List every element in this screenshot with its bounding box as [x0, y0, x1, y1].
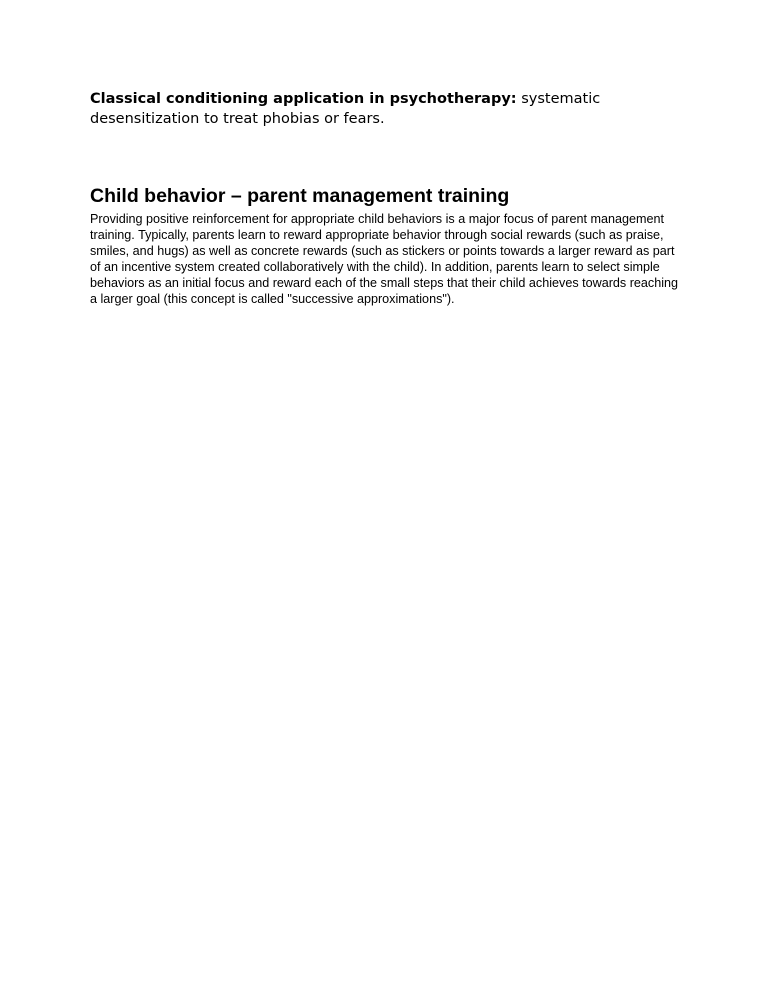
conditioning-text: systematic desensitization to treat phobias or fears.	[90, 91, 601, 127]
conditioning-lead: Classical conditioning application in psychotherapy:	[90, 91, 517, 107]
conditioning-paragraph	[90, 89, 690, 129]
section-body-paragraph: Providing positive reinforcement for appropriate child behaviors is a major focus of parent management training. Typically, parents learn to reward appropriate behavior through social rewards (such as praise, smiles, and hugs) as well as concrete rewards (such as stickers or points towards a larger reward as part of an incentive system created collaboratively with the child). In addition, parents learn to select simple behaviors as an initial focus and reward each of the small steps that their child achieves towards reaching a larger goal (this concept is called "successive approximations").	[90, 212, 679, 306]
section-heading: Child behavior – parent management training	[90, 185, 510, 207]
